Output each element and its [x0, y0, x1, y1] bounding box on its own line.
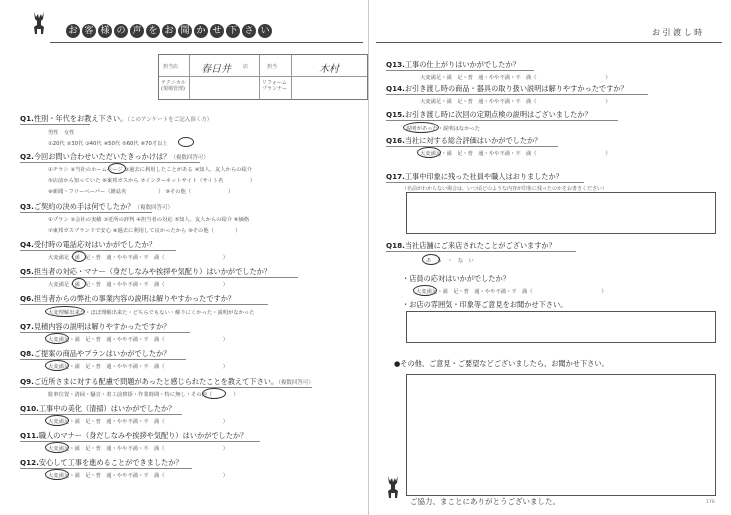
- q18-sub-question-2: ・お店の雰囲気・印象等ご意見をお聞かせ下さい。: [402, 300, 568, 309]
- answer-mark: [413, 285, 437, 296]
- answer-mark: [108, 163, 126, 174]
- question-4: Q4.受付時の電話応対はいかがでしたか？: [20, 240, 157, 249]
- answer-mark: [178, 137, 194, 147]
- thank-you-message: ご協力、まことにありがとうございました。: [410, 497, 560, 506]
- store-impression-box[interactable]: [406, 311, 716, 343]
- question-10: Q10.工事中の美化（清掃）はいかがでしたか？: [20, 404, 176, 413]
- q18-sub1-options: 大変満足・満 足・普 通・やや不満・不 満（ ）: [416, 289, 607, 295]
- staff-box: [158, 54, 368, 100]
- q18-options: あ る ・ な い: [426, 258, 474, 264]
- question-13: Q13.工事の仕上がりはいかがでしたか？: [386, 60, 520, 69]
- q2-option-line-2: ⑤店前から知っていた ⑥東邦ガスから ⑦インターネットサイト（サイト名 ）: [48, 178, 256, 184]
- q3-option-line-2: ⑦東邦ガスブランドで安心 ⑧過去に利用して良かったから ⑨その他（ ）: [48, 228, 241, 234]
- q14-options: 大変満足・満 足・普 通・やや不満・不 満（ ）: [420, 99, 611, 105]
- title-char: お: [66, 24, 80, 38]
- q15-options: 説明があった・説明はなかった: [406, 126, 481, 132]
- question-7: Q7.見積内容の説明は解りやすかったですか？: [20, 322, 171, 331]
- question-6: Q6.担当者からの弊社の事業内容の説明は解りやすかったですか？: [20, 294, 236, 303]
- title-char: い: [258, 24, 272, 38]
- answer-mark: [417, 147, 441, 158]
- signature-staff: 木村: [319, 64, 339, 75]
- question-5: Q5.担当者の対応・マナー（身だしなみや挨拶や気配り）はいかがでしたか？: [20, 267, 272, 276]
- answer-mark: [422, 254, 440, 265]
- header-rule: [376, 42, 722, 43]
- q8-options: 大変満足・満 足・普 通・やや不満・不 満（ ）: [48, 364, 229, 370]
- title-char: 下: [226, 24, 240, 38]
- q3-option-line-1: ①プラン ②会社の実績 ③近所の評判 ④担当者の対応 ⑤知人、友人からの紹介 ⑥価格: [48, 217, 250, 223]
- right-page-title: お 引 渡 し 時: [652, 28, 703, 37]
- answer-mark: [45, 442, 69, 453]
- label-store: 担当店: [163, 64, 179, 70]
- q17-answer-box[interactable]: [406, 192, 716, 234]
- q9-options: 駐車位置・清掃・騒音・着工前挨拶・作業時間・特に無し・その他（ ）: [48, 392, 239, 398]
- question-17: Q17.工事中印象に残った社員や職人はおりましたか？: [386, 172, 563, 181]
- title-char: 聞: [178, 24, 192, 38]
- q2-option-line-3: ⑧新聞・フリーペーパー（雑誌名 ） ⑨その他（ ）: [48, 189, 234, 195]
- q7-options: 大変満足・満 足・普 通・やや不満・不 満（ ）: [48, 337, 229, 343]
- title-char: さ: [242, 24, 256, 38]
- right-page: [376, 4, 726, 511]
- page-number: 170: [706, 500, 715, 505]
- title-char: か: [194, 24, 208, 38]
- answer-mark: [202, 388, 226, 399]
- answer-mark: [72, 251, 86, 262]
- q11-options: 大変満足・満 足・普 通・やや不満・不 満（ ）: [48, 446, 229, 452]
- title-char: を: [146, 24, 160, 38]
- question-3: Q3.ご契約の決め手は何でしたか？（複数回答可）: [20, 202, 173, 211]
- question-1: Q1.性別・年代をお教え下さい。（このアンケートをご記入頂く方）: [20, 114, 213, 123]
- header-rule: [50, 42, 363, 43]
- label-reform: リフォーム プランナー: [262, 80, 288, 92]
- label-store-suffix: 店: [243, 64, 249, 70]
- label-staff: 担当: [267, 64, 278, 70]
- question-14: Q14.お引き渡し時の商品・器具の取り扱い説明は解りやすかったですか？: [386, 84, 628, 93]
- other-comments-label: ●その他、ご意見・ご要望などございましたら、お聞かせ下さい。: [394, 359, 609, 368]
- signature-store: 春日井: [201, 64, 231, 75]
- q5-options: 大変満足・満 足・普 通・やや不満・不 満（ ）: [48, 282, 229, 288]
- title-char: 客: [82, 24, 96, 38]
- title-char: の: [114, 24, 128, 38]
- answer-mark: [45, 333, 69, 344]
- title-char: 声: [130, 24, 144, 38]
- survey-title-banner: [66, 24, 274, 42]
- title-char: お: [162, 24, 176, 38]
- question-18: Q18.当社店舗にご来店されたことがございますか？: [386, 241, 556, 250]
- deer-logo-icon: [382, 474, 404, 500]
- title-char: 様: [98, 24, 112, 38]
- q18-sub-question-1: ・店員の応対はいかがでしたか？: [402, 274, 510, 283]
- q10-options: 大変満足・満 足・普 通・やや不満・不 満（ ）: [48, 419, 229, 425]
- question-12: Q12.安心して工事を進めることができましたか？: [20, 458, 183, 467]
- q1-option-gender: 男性 女性: [48, 130, 75, 136]
- page-fold: [368, 0, 369, 515]
- deer-logo-icon: [28, 10, 50, 36]
- q2-option-line-1: ①チラシ ②当社のホームページ ③過去に利用したことがある ④知人、友人からの紹介: [48, 167, 253, 173]
- other-comments-box[interactable]: [406, 374, 716, 496]
- question-2: Q2.今回お問い合わせいただいたきっかけは？（複数回答可）: [20, 152, 209, 161]
- title-char: せ: [210, 24, 224, 38]
- answer-mark: [45, 306, 85, 317]
- answer-mark: [45, 360, 69, 371]
- q13-options: 大変満足・満 足・普 通・やや不満・不 満（ ）: [420, 75, 611, 81]
- q6-options: 大変理解出来た・ほぼ理解出来た・どちらでもない・解りにくかった・説明がなかった: [48, 310, 255, 316]
- answer-mark: [72, 278, 86, 289]
- q1-option-age: ①20代 ②30代 ③40代 ④50代 ⑤60代 ⑥70才以上: [48, 141, 168, 147]
- question-11: Q11.職人のマナー（身だしなみや挨拶や気配り）はいかがでしたか？: [20, 431, 248, 440]
- q17-instruction: （名前がわからない場合は、いつ頃どのような内容が印象に残ったのかをお書きください）: [402, 186, 608, 192]
- q16-options: 大変満足・満 足・普 通・やや不満・不 満（ ）: [420, 151, 611, 157]
- q4-options: 大変満足・満 足・普 通・やや不満・不 満（ ）: [48, 255, 229, 261]
- q12-options: 大変満足・満 足・普 通・やや不満・不 満（ ）: [48, 473, 229, 479]
- question-15: Q15.お引き渡し時に次回の定期点検の説明はございましたか？: [386, 110, 592, 119]
- question-9: Q9.ご近所さまに対する配慮で問題があったと感じられたことを教えて下さい。（複数回答可）: [20, 377, 314, 386]
- question-8: Q8.ご提案の商品やプランはいかがでしたか？: [20, 349, 171, 358]
- answer-mark: [45, 469, 69, 480]
- left-page: [8, 4, 363, 511]
- label-technical: テクニカル (現場管理): [161, 80, 186, 92]
- answer-mark: [45, 415, 69, 426]
- question-16: Q16.当社に対する総合評価はいかがでしたか？: [386, 136, 542, 145]
- answer-mark: [403, 122, 439, 133]
